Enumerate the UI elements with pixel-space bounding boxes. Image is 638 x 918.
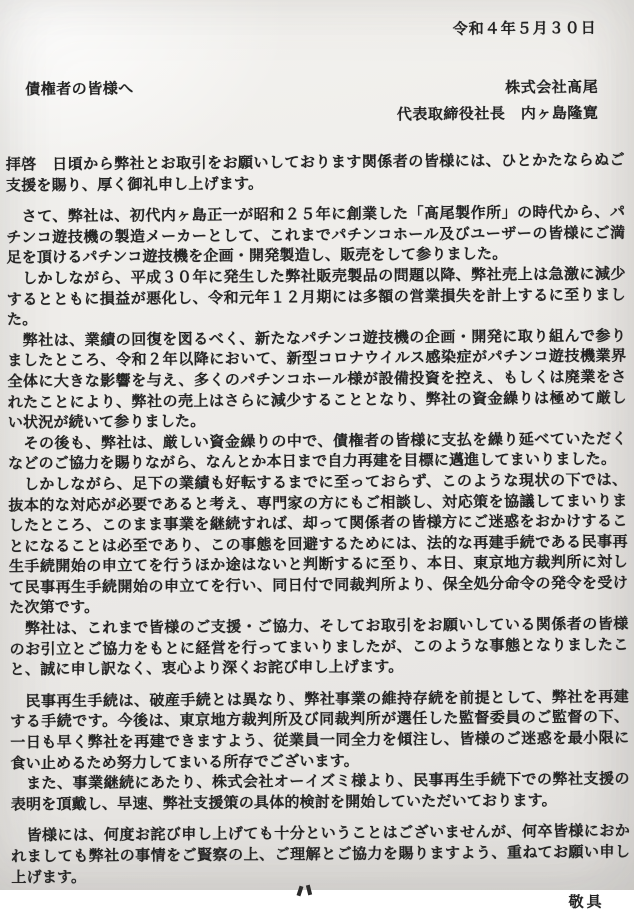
letter-paragraph: 弊社は、業績の回復を図るべく、新たなパチンコ遊技機の企画・開発に取り組んで参りましたところ、令和２年以降において、新型コロナウイルス感染症がパチンコ遊技機業界全体に大きな影響を与え、多くのパチンコホール様が設備投資を控え、もしくは廃業をされたことにより、弊社の売上はさらに減少することとなり、弊社の資金繰りは極めて厳しい状況が続いて参りました。 <box>7 326 627 432</box>
letter-body <box>6 150 631 888</box>
sender-representative: 代表取締役社長 内ヶ島隆寛 <box>396 103 599 124</box>
recipient-line: 債権者の皆様へ <box>25 79 134 99</box>
letter-paragraph: さて、弊社は、初代内ヶ島正一が昭和２５年に創業した「髙尾製作所」の時代から、パチンコ遊技機の製造メーカーとして、これまでパチンコホール及びユーザーの皆様にご満足を頂けるパチンコ遊技機を企画・開発製造し、販売をして参りました。 <box>6 202 626 267</box>
letter-date: 令和４年５月３０日 <box>452 18 597 38</box>
closing-word: 敬具 <box>568 892 605 912</box>
letter-paragraph: 弊社は、これまで皆様のご支援・ご協力、そしてお取引をお願いしている関係者の皆様のお引立とご協力をもとに経営を行ってまいりましたが、このような事態となりましたこと、誠に申し訳なく、衷心より深くお詫び申し上げます。 <box>9 614 629 679</box>
cropped-text-artifact <box>295 883 317 893</box>
letter-paragraph: また、事業継続にあたり、株式会社オーイズミ様より、民事再生手続下での弊社支援の表明を頂戴し、早速、弊社支援策の具体的検討を開始していただいております。 <box>10 769 630 814</box>
letter-paragraph: 民事再生手続は、破産手続とは異なり、弊社事業の維持存続を前提として、弊社を再建する手続です。今後は、東京地方裁判所及び同裁判所が選任した監督委員のご監督の下、一日も早く弊社を再建できますよう、従業員一同全力を傾注し、皆様のご迷惑を最小限に食い止めるため努力してまいる所存でございます。 <box>9 687 630 773</box>
letter-paragraph: 拝啓 日頃から弊社とお取引をお願いしております関係者の皆様には、ひとかたならぬご支援を賜り、厚く御礼申し上げます。 <box>5 150 625 195</box>
sender-block <box>397 74 625 128</box>
letter-paragraph: その後も、弊社は、厳しい資金繰りの中で、債権者の皆様に支払を繰り延べていただくなどのご協力を賜りながら、なんとか本日まで自力再建を目標に邁進してまいりました。 <box>7 429 628 473</box>
address-row <box>5 74 624 131</box>
sender-company: 株式会社髙尾 <box>505 77 599 97</box>
letter-paragraph: 皆様には、何度お詫び申し上げても十分ということはございませんが、何卒皆様におかれましても弊社の事情をご賢察の上、ご理解とご協力を賜りますよう、重ねてお願い申し上げます。 <box>10 821 631 887</box>
letter-paragraph: しかしながら、足下の業績も好転するまでに至っておらず、このような現状の下では、抜本的な対応が必要であると考え、専門家の方にもご相談し、対応策を協議してまいりましたところ、このまま事業を継続すれば、却って関係者の皆様方にご迷惑をおかけすることになることは必至であり、この事態を回避するためには、法的な再建手続である民事再生手続開始の申立てを行うほか途はないと判断するに至り、本日、東京地方裁判所に対して民事再生手続開始の申立てを行い、同日付で同裁判所より、保全処分命令の発令を受けた次第です。 <box>8 470 629 617</box>
letter-paragraph: しかしながら、平成３０年に発生した弊社販売製品の問題以降、弊社売上は急激に減少するとともに損益が悪化し、令和元年１２月期には多額の営業損失を計上するに至りました。 <box>6 264 626 329</box>
